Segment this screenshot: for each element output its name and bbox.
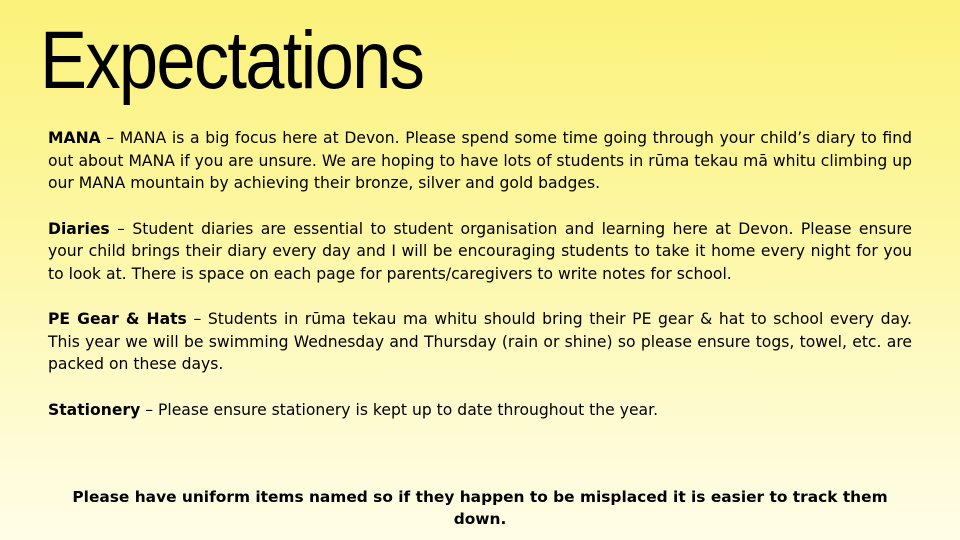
paragraph-heading-stationery: Stationery [48, 400, 141, 419]
paragraph-heading-diaries: Diaries [48, 219, 110, 238]
slide-title: Expectations [40, 15, 424, 106]
paragraph-diaries [48, 218, 912, 286]
paragraph-text-pe-gear: – Students in rūma tekau ma whitu should bring their PE gear & hat to school every day. This year we will be swimming Wednesday and Thursday (rain or shine) so please ensure togs, towel, etc. are packed on these days. [48, 310, 912, 373]
paragraph-text-mana: – MANA is a big focus here at Devon. Please spend some time going through your child’s diary to find out about MANA if you are unsure. We are hoping to have lots of students in rūma tekau mā whitu climbing up our MANA mountain by achieving their bronze, silver and gold badges. [48, 129, 912, 192]
footer-note: Please have uniform items named so if they happen to be misplaced it is easier to track them down. [72, 488, 888, 528]
paragraph-heading-mana: MANA [48, 129, 101, 147]
paragraph-heading-pe-gear: PE Gear & Hats [48, 310, 187, 328]
paragraph-mana [48, 127, 912, 195]
paragraph-stationery [48, 399, 912, 422]
paragraph-text-diaries: – Student diaries are essential to student organisation and learning here at Devon. Please ensure your child brings their diary every day and I will be encouraging students to take it home every night for you to look at. There is space on each page for parents/caregivers to write notes for school. [48, 219, 912, 283]
slide-body [48, 127, 912, 444]
paragraph-text-stationery: – Please ensure stationery is kept up to date throughout the year. [140, 400, 659, 419]
paragraph-pe-gear [48, 308, 912, 376]
